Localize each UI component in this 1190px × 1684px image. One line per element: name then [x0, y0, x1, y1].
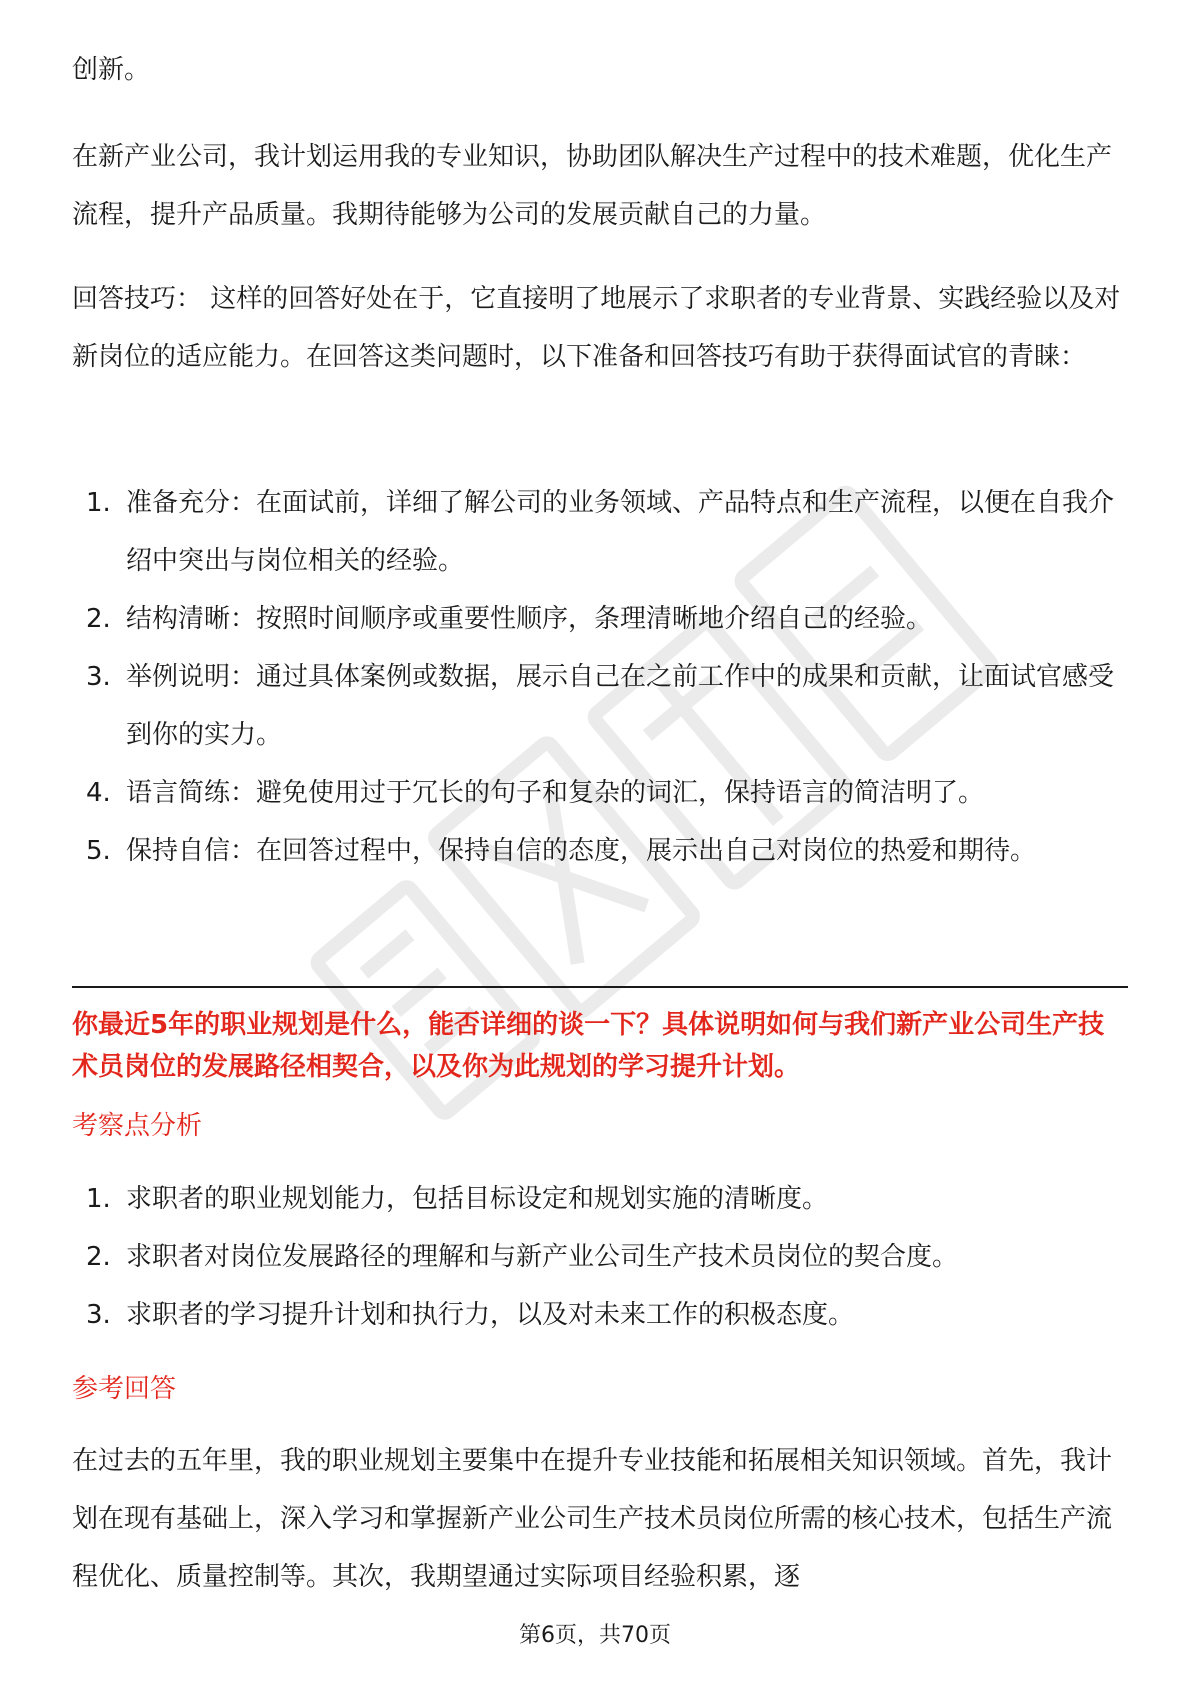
list-item-text: 保持自信：在回答过程中，保持自信的态度，展示出自己对岗位的热爱和期待。: [126, 836, 1037, 866]
list-number: 1.: [86, 488, 111, 518]
list-item-text: 求职者对岗位发展路径的理解和与新产业公司生产技术员岗位的契合度。: [126, 1242, 959, 1272]
list-number: 4.: [86, 778, 111, 808]
list-number: 3.: [86, 1300, 111, 1330]
plan-paragraph: 在新产业公司，我计划运用我的专业知识，协助团队解决生产过程中的技术难题，优化生产流程，提升产品质量。我期待能够为公司的发展贡献自己的力量。: [72, 142, 1113, 230]
answer-paragraph: 在过去的五年里，我的职业规划主要集中在提升专业技能和拓展相关知识领域。首先，我计划在现有基础上，深入学习和掌握新产业公司生产技术员岗位所需的核心技术，包括生产流程优化、质量控制等。其次，我期望通过实际项目经验积累，逐: [72, 1446, 1113, 1592]
list-item: [72, 648, 1128, 764]
tips-list: [72, 474, 1128, 880]
analysis-list: [72, 1170, 1128, 1344]
interview-question: 你最近5年的职业规划是什么，能否详细的谈一下？具体说明如何与我们新产业公司生产技术员岗位的发展路径相契合，以及你为此规划的学习提升计划。: [72, 1010, 1105, 1082]
list-item: [72, 822, 1128, 880]
list-item: [72, 1286, 1128, 1344]
answer-heading: 参考回答: [72, 1374, 177, 1404]
list-item: [72, 1228, 1128, 1286]
list-item-text: 举例说明：通过具体案例或数据，展示自己在之前工作中的成果和贡献，让面试官感受到你的实力。: [126, 662, 1115, 750]
list-number: 5.: [86, 836, 111, 866]
list-item-text: 语言简练：避免使用过于冗长的句子和复杂的词汇，保持语言的简洁明了。: [126, 778, 985, 808]
list-item-text: 求职者的学习提升计划和执行力，以及对未来工作的积极态度。: [126, 1300, 855, 1330]
document-page: [72, 0, 1128, 1684]
list-item-text: 求职者的职业规划能力，包括目标设定和规划实施的清晰度。: [126, 1184, 829, 1214]
tips-paragraph: 回答技巧： 这样的回答好处在于，它直接明了地展示了求职者的专业背景、实践经验以及对新岗位的适应能力。在回答这类问题时，以下准备和回答技巧有助于获得面试官的青睐：: [72, 284, 1121, 372]
list-item: [72, 764, 1128, 822]
list-item: [72, 590, 1128, 648]
list-number: 2.: [86, 1242, 111, 1272]
list-item-text: 准备充分：在面试前，详细了解公司的业务领域、产品特点和生产流程，以便在自我介绍中突出与岗位相关的经验。: [126, 488, 1115, 576]
list-number: 2.: [86, 604, 111, 634]
list-item: [72, 474, 1128, 590]
top-fragment: 创新。: [72, 55, 151, 85]
list-item-text: 结构清晰：按照时间顺序或重要性顺序，条理清晰地介绍自己的经验。: [126, 604, 933, 634]
list-item: [72, 1170, 1128, 1228]
list-number: 1.: [86, 1184, 111, 1214]
page-number: 第6页，共70页: [519, 1623, 671, 1648]
section-divider: [72, 986, 1128, 988]
list-number: 3.: [86, 662, 111, 692]
analysis-heading: 考察点分析: [72, 1111, 203, 1141]
